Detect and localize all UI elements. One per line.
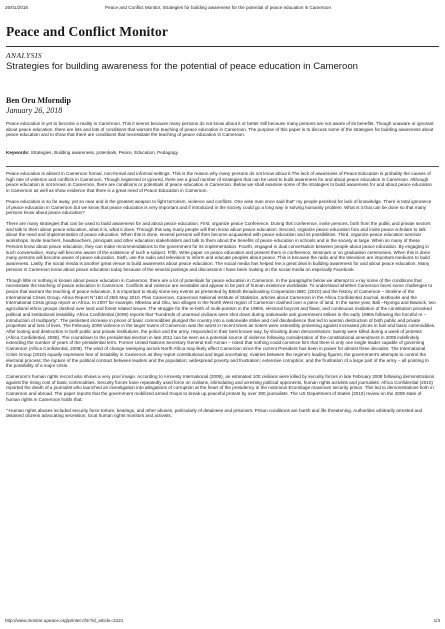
- page-number: 1/3: [433, 618, 440, 623]
- masthead-title: Peace and Conflict Monitor: [6, 24, 168, 39]
- body-paragraph: Though little or nothing is known about peace education in Cameroon, there are a lot of potentials for peace education in Cameroon. In the paragraphs below we attempt to x-ray some of the conditions that necessitate the teaching of peace education in Cameroon. Conflicts and violence are inevitable and appear to be part of human existence worldwide. To understand whether Cameroon faces some challenges to peace that warrant the teaching of peace education, it is important to study some key events as presented by British Broadcasting Cooperation BBC (2010) and the history of Cameroon – timeline of the International Crises Group, Africa Report N°160 of 25th May 2010. Plan Cameroon, Cameroon National Institute of Statistics, articles about Cameroon in the Africa Confidential Journal, textbooks and the International Crisis group report on Africa. In 2007 for example, Mbessa and Oku, two villages in the North West region of Cameroon clashed over a piece of land. In the same year, Bali –Nyonga and Bawock, two agricultural ethnic groups clashed over land and forest related issues. The struggle for the re-birth of multi-partism in the 1990s, electoral boycott and flaws, and continuous mutilation of the constitution provoked political and institutional instability. Africa Confidential (2009) reports that "hundreds of unarmed civilians were shot down during nationwide anti government strikes in the early 1990s following the forceful re – introduction of multiparty". The persistent increase in prices of basic commodities plunged the country into a nationwide strike and civil disobedience that led to wanton destruction of both public and private properties and loss of lives. The February 2008 violence in the larger towns of Cameroon was the worst in recent times as rioters were ostensibly protesting against increased prices in fuel and basic commodities. After looting and destruction in both public and private institutions, the police and the army, responded in their best known way, by shooting down demonstrators: twenty were killed during a week of protests (Africa Confidential, 2008). The countdown to the presidential election in late 2011 can be seen as a potential source of violence following consideration of the constitutional amendment in 2008 indefinitely extending the number of years of the presidential term. Former United Nations Secretary General Kofi Annan – noted that nothing could convince him that there is only one single leader capable of governing Cameroon (Africa Confidential, 2008). The wind of change sweeping across North Africa may likely affect Cameroon since the current President has been in power for almost three decades. The International Crisis Group (2010) equally expresses fear of instability in Cameroon as they report constitutional and legal uncertainty; rivalries between the regime's leading figures; the government's attempts to control the electoral process; the rupture of the political contract between leaders and the population; widespread poverty and frustration; extensive corruption; and the frustration of a large part of the army – all pointing to the possibility of a major crisis.: [6, 277, 436, 369]
- print-header: [5, 5, 440, 11]
- keywords-label: Keywords:: [6, 150, 30, 155]
- article-keywords: [6, 150, 436, 156]
- article-author: Ben Oru Mforndip: [6, 96, 71, 105]
- body-paragraph: Cameroon's human rights record also shows a very poor image. According to Amnesty International (2009), an estimated 100 civilians were killed by security forces in late February 2008 following demonstrations against the rising cost of basic commodities. Security forces have repeatedly used force on civilians, intimidating and arresting political opponents, human rights activists and journalists. Africa Confidential (2010) reported the death of a journalist who launched an investigation into allegations of corruption at the heart of the presidency in the notorious Ecomitage maximum security prison. This led to demonstrations both in Cameroon and abroad. The paper reports that the government mobilized armed troops to break up peaceful protest by over 300 journalists. The US Department of States (2010) review on the 2009 state of human rights in Cameroon holds that:: [6, 374, 435, 402]
- quoted-block: "-Human rights abuses included security force torture, beatings, and other abuses, particularly of detainees and prisoners. Prison conditions are harsh and life threatening. Authorities arbitrarily arrested and detained citizens advocating secession, local human rights monitors and activists,: [6, 407, 423, 419]
- section-label: ANALYSIS: [6, 51, 42, 60]
- masthead-divider: [6, 46, 439, 47]
- body-paragraph: Peace education is so far away, yet so near and is the greatest weapon to fight terrorism, violence and conflicts. One wise man once said that" my people perished for lack of knowledge. There is total ignorance of peace education in Cameroon but we know that peace education is very important and if introduced in the society could go a long way in solving humanity problem. What is it that can be done so that many persons know about peace education?: [6, 198, 432, 216]
- article-body: [6, 171, 436, 419]
- print-document-title: Peace and Conflict Monitor, Strategies for building awareness for the potential of peace education in Cameroon: [105, 5, 331, 10]
- body-paragraph: Peace education is absent in Cameroon formal, non-formal and informal settings. This is the reason why many persons do not know about it.The lack of awareness of Peace Education is probably the causes of high rate of violence and conflicts in Cameroon. Though neglected or ignored, there are a good number of strategies that can be used to build awareness for and about peace education in Cameroon. Although peace education is not known in Cameroon, there are conditions or potentials of peace education in Cameroon. Below we shall examine some of the strategies to build awareness for and about peace education in Cameroon as well as show evidence that there is a great need of Peace Education in Cameroon.: [6, 171, 432, 194]
- abstract-divider: [6, 166, 439, 167]
- print-date: 26/01/2018: [5, 5, 28, 10]
- article-abstract: Peace education is yet to become a reality in Cameroon. This it seems because many persons do not know about it or better still because many persons are not aware of its benefits. Though unaware or ignorant about peace education, there are lots and lots of conditions that warrant the teaching of peace education in Cameroon. The purpose of this paper is to discuss some of the strategies for building awareness about peace education and to show that there are conditions that necessitate the teaching of peace education in Cameroon.: [6, 121, 434, 138]
- print-footer: [5, 618, 440, 624]
- body-paragraph: There are many strategies that can be used to build awareness for and about peace education. First, organize peace Conference. During this conference, invite persons, both from the public and private sectors and talk to them about peace education, what it is, what it does. Through this way many people will then know about peace education. Second, organize peace education fora and invite peace scholars to talk about the need and implementation of peace education. When this is done, several persons will then become acquainted with peace education and its possibilities. Third, organize peace education seminar workshops. Invite teachers, headteachers, principals and other education stakeholders and talk to them about the benefits of peace education in schools and in the society at large. When so many of these Persons know about peace education, they can make recommendations to the government for its implementation. Fourth, engaged in dual conversation between people about peace education. By engaging in such conversation, many will become aware of the existence of such a subject. Fifth, Write paper on peace education and present them in conference, seminars or on graduation ceremonies. When this is done many persons will become aware of peace education. Sixth, use the radio and television to inform and educate peoples about peace. This is because the radio and the television are important mediums to build awareness. Lastly, the social media is another great venue to build awareness about peace education. The social media has helped me a great deal in building awareness for and about peace education. Many persons in Cameroon know about peace education today because of the several postings and discussions I have been making on the social media on especially Facebook.: [6, 221, 431, 272]
- page-url[interactable]: http://www.monitor.upeace.org/printer.cfm?id_article=3121: [5, 618, 124, 623]
- article-date: January 26, 2018: [6, 106, 63, 115]
- keywords-list: Strategies, Building awareness, potentials, Peace, Education, Pedagogy.: [30, 150, 179, 155]
- article-title: Strategies for building awareness for the potential of peace education in Cameroon: [6, 61, 358, 72]
